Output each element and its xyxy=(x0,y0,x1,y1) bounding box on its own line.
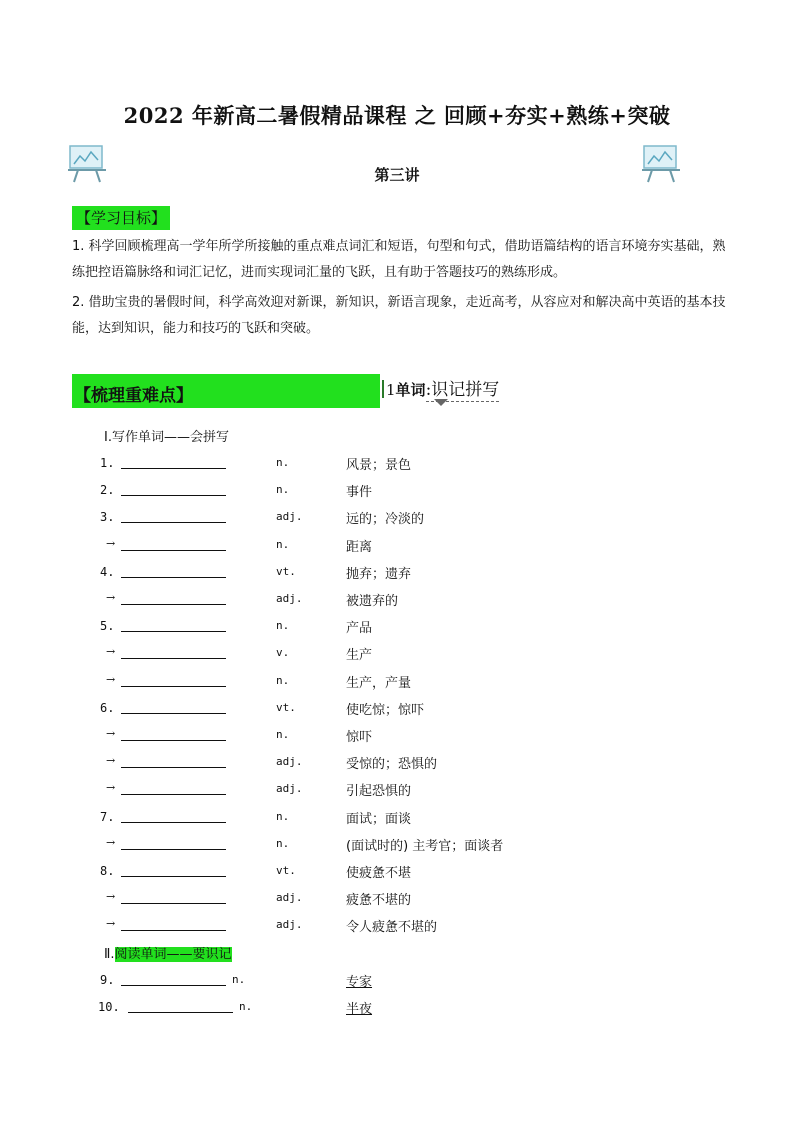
vocab-row xyxy=(0,780,794,802)
answer-blank[interactable] xyxy=(121,454,226,469)
meaning: 生产 xyxy=(346,648,373,664)
part-two-highlight: 阅读单词——要识记 xyxy=(114,947,232,962)
answer-blank[interactable] xyxy=(121,862,226,877)
reading-vocab-row xyxy=(0,971,794,993)
meaning: 引起恐惧的 xyxy=(346,784,412,800)
meaning: 半夜 xyxy=(346,1002,373,1017)
part-of-speech: vt. xyxy=(276,864,296,877)
item-number: 6. xyxy=(100,700,115,715)
part-of-speech: n. xyxy=(276,673,290,687)
item-number: 7. xyxy=(100,809,115,824)
vocab-row xyxy=(0,508,794,530)
word-heading-sub: :识记拼写 xyxy=(425,380,500,400)
section-tag: 【梳理重难点】 xyxy=(74,386,193,406)
lecture-heading: 第三讲 xyxy=(374,166,420,184)
vocab-row xyxy=(0,835,794,857)
part-of-speech: n. xyxy=(276,809,290,823)
derivative-arrow-icon: → xyxy=(106,835,116,849)
derivative-arrow-icon: → xyxy=(106,754,116,768)
item-number: 9. xyxy=(100,973,115,987)
meaning: 受惊的；恐惧的 xyxy=(346,757,438,773)
meaning: 产品 xyxy=(346,621,373,637)
item-number: 4. xyxy=(100,564,115,579)
part-of-speech: n. xyxy=(276,456,290,469)
item-number: 2. xyxy=(100,483,115,498)
derivative-arrow-icon: → xyxy=(106,591,116,604)
part-of-speech: n. xyxy=(276,836,290,850)
vocab-row xyxy=(0,536,794,558)
meaning: 风景；景色 xyxy=(346,458,412,473)
answer-blank[interactable] xyxy=(121,889,226,904)
meaning: 被遗弃的 xyxy=(346,594,399,609)
part-of-speech: n. xyxy=(276,619,290,633)
vocab-row xyxy=(0,889,794,911)
vocab-row xyxy=(0,644,794,666)
derivative-arrow-icon: → xyxy=(106,781,116,795)
derivative-arrow-icon: → xyxy=(106,727,116,740)
divider xyxy=(382,380,384,398)
vocab-row xyxy=(0,862,794,884)
answer-blank[interactable] xyxy=(121,753,226,768)
part-two-prefix: Ⅱ. xyxy=(104,947,115,962)
meaning: 事件 xyxy=(346,485,373,501)
item-number: 1. xyxy=(100,456,115,470)
answer-blank[interactable] xyxy=(121,644,226,659)
part-of-speech: n. xyxy=(276,537,290,551)
item-number: 10. xyxy=(98,1000,120,1014)
answer-blank[interactable] xyxy=(121,835,226,850)
derivative-arrow-icon: → xyxy=(106,645,116,659)
answer-blank[interactable] xyxy=(121,617,226,632)
answer-blank[interactable] xyxy=(121,536,226,551)
part-of-speech: adj. xyxy=(276,510,303,524)
part-of-speech: n. xyxy=(232,973,246,986)
item-number: 8. xyxy=(100,864,115,878)
item-number: 3. xyxy=(100,510,115,525)
meaning: 生产，产量 xyxy=(346,675,412,691)
vocab-row xyxy=(0,454,794,476)
derivative-arrow-icon: → xyxy=(106,890,116,904)
part-of-speech: adj. xyxy=(276,918,303,932)
word-heading xyxy=(382,375,499,400)
meaning: 惊吓 xyxy=(346,730,373,745)
vocab-row xyxy=(0,753,794,775)
meaning: 疲惫不堪的 xyxy=(346,893,412,909)
meaning: 远的；冷淡的 xyxy=(346,512,425,528)
meaning: 使吃惊；惊吓 xyxy=(346,702,425,718)
answer-blank[interactable] xyxy=(121,726,226,741)
derivative-arrow-icon: → xyxy=(106,917,116,931)
vocab-row xyxy=(0,699,794,721)
vocab-row xyxy=(0,617,794,639)
part-of-speech: adj. xyxy=(276,782,303,796)
answer-blank[interactable] xyxy=(121,808,226,823)
section-heading-bar xyxy=(72,374,380,408)
part-of-speech: n. xyxy=(276,728,290,741)
vocab-row xyxy=(0,563,794,585)
part-one-label: Ⅰ.写作单词——会拼写 xyxy=(104,430,229,445)
vocab-row xyxy=(0,808,794,830)
derivative-arrow-icon: → xyxy=(106,536,116,550)
answer-blank[interactable] xyxy=(121,508,226,523)
part-of-speech: n. xyxy=(276,483,290,497)
derivative-arrow-icon: → xyxy=(106,672,116,686)
objective-item: 2. 借助宝贵的暑假时间，科学高效迎对新课，新知识，新语言现象，走近高考，从容应对和解决高中英语的基本技能，达到知识，能力和技巧的飞跃和突破。 xyxy=(72,295,726,336)
part-two-label xyxy=(104,943,232,962)
objective-item: 1. 科学回顾梳理高一学年所学所接触的重点难点词汇和短语，句型和句式，借助语篇结构的语言环境夯实基础，熟练把控语篇脉络和词汇记忆，进而实现词汇量的飞跃，且有助于答题技巧的熟练形成。 xyxy=(72,239,726,280)
word-heading-number: 1 xyxy=(386,381,396,399)
answer-blank[interactable] xyxy=(121,780,226,795)
meaning: 令人疲惫不堪的 xyxy=(346,920,438,936)
meaning: 抛弃；遗弃 xyxy=(346,566,412,582)
answer-blank[interactable] xyxy=(121,481,226,496)
vocab-row xyxy=(0,726,794,748)
part-of-speech: n. xyxy=(239,1000,253,1013)
answer-blank[interactable] xyxy=(128,998,233,1013)
meaning: 使疲惫不堪 xyxy=(346,866,412,881)
word-heading-label: 单词 xyxy=(395,381,426,399)
vocab-row xyxy=(0,481,794,503)
answer-blank[interactable] xyxy=(121,971,226,986)
part-of-speech: adj. xyxy=(276,755,303,769)
part-of-speech: v. xyxy=(276,646,290,660)
answer-blank[interactable] xyxy=(121,563,226,578)
meaning: 专家 xyxy=(346,975,373,990)
objectives-tag: 【学习目标】 xyxy=(72,206,170,230)
part-of-speech: adj. xyxy=(276,891,303,905)
dropdown-caret-icon[interactable] xyxy=(434,399,448,406)
part-of-speech: adj. xyxy=(276,592,303,605)
vocab-row xyxy=(0,916,794,938)
answer-blank[interactable] xyxy=(121,699,226,714)
vocab-row xyxy=(0,672,794,694)
meaning: 面试；面谈 xyxy=(346,811,412,827)
vocab-row xyxy=(0,590,794,612)
document-title: 2022 年新高二暑假精品课程 之 回顾+夯实+熟练+突破 xyxy=(123,103,671,128)
meaning: (面试时的) 主考官；面谈者 xyxy=(346,838,504,854)
answer-blank[interactable] xyxy=(121,590,226,605)
answer-blank[interactable] xyxy=(121,672,226,687)
meaning: 距离 xyxy=(346,539,373,555)
part-of-speech: vt. xyxy=(276,700,296,714)
item-number: 5. xyxy=(100,619,115,634)
reading-vocab-row xyxy=(0,998,794,1020)
answer-blank[interactable] xyxy=(121,916,226,931)
part-of-speech: vt. xyxy=(276,564,296,578)
